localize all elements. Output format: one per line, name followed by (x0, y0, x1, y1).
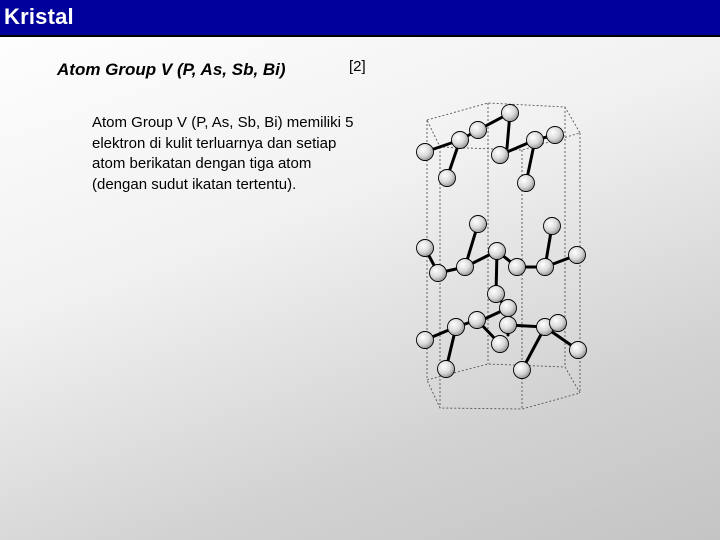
title-bar (0, 0, 720, 37)
crystal-lattice-diagram (400, 95, 600, 415)
slide-subtitle: Atom Group V (P, As, Sb, Bi) (57, 60, 286, 79)
reference-marker: [2] (349, 58, 366, 75)
body-text: Atom Group V (P, As, Sb, Bi) memiliki 5 elektron di kulit terluarnya dan setiap atom berikatan dengan tiga atom (dengan sudut ikatan tertentu). (92, 114, 354, 193)
slide-title: Kristal (4, 4, 74, 29)
